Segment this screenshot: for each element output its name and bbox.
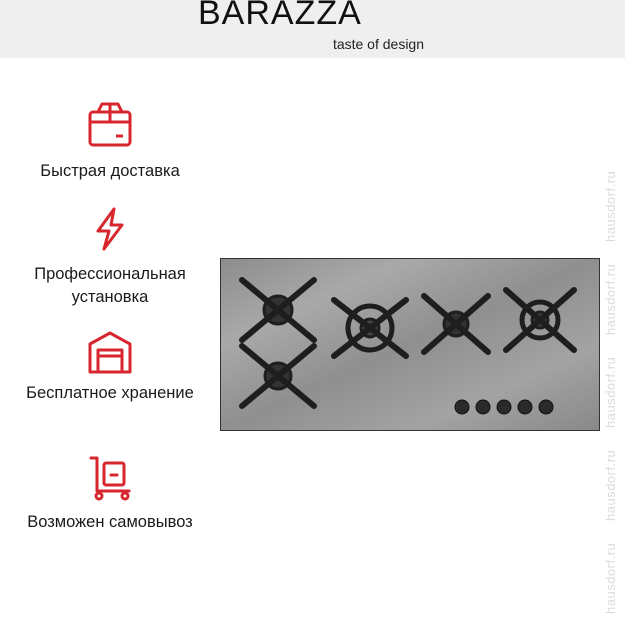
feature-label: Быстрая доставка [40,162,180,180]
brand-tagline: taste of design [332,36,424,52]
gas-hob-image [220,258,600,431]
lightning-icon [90,207,130,251]
knob-icon [518,400,532,414]
feature-label: Профессиональная установка [34,265,186,306]
cart-icon [87,455,133,501]
knob-icon [497,400,511,414]
brand-name: BARAZZA [198,0,362,32]
warehouse-icon [87,330,133,374]
header [0,0,625,58]
feature-label: Бесплатное хранение [26,384,194,402]
box-icon [85,100,135,150]
feature-storage [10,330,210,405]
feature-installation [10,207,210,309]
feature-label: Возможен самовывоз [27,513,193,531]
watermark: hausdorf.ru hausdorf.ru hausdorf.ru hausdorf.ru hausdorf.ru [603,170,618,615]
brand-logo[interactable] [198,0,428,58]
knob-icon [476,400,490,414]
feature-delivery [10,100,210,183]
feature-pickup [10,455,210,534]
knob-icon [539,400,553,414]
knob-icon [455,400,469,414]
